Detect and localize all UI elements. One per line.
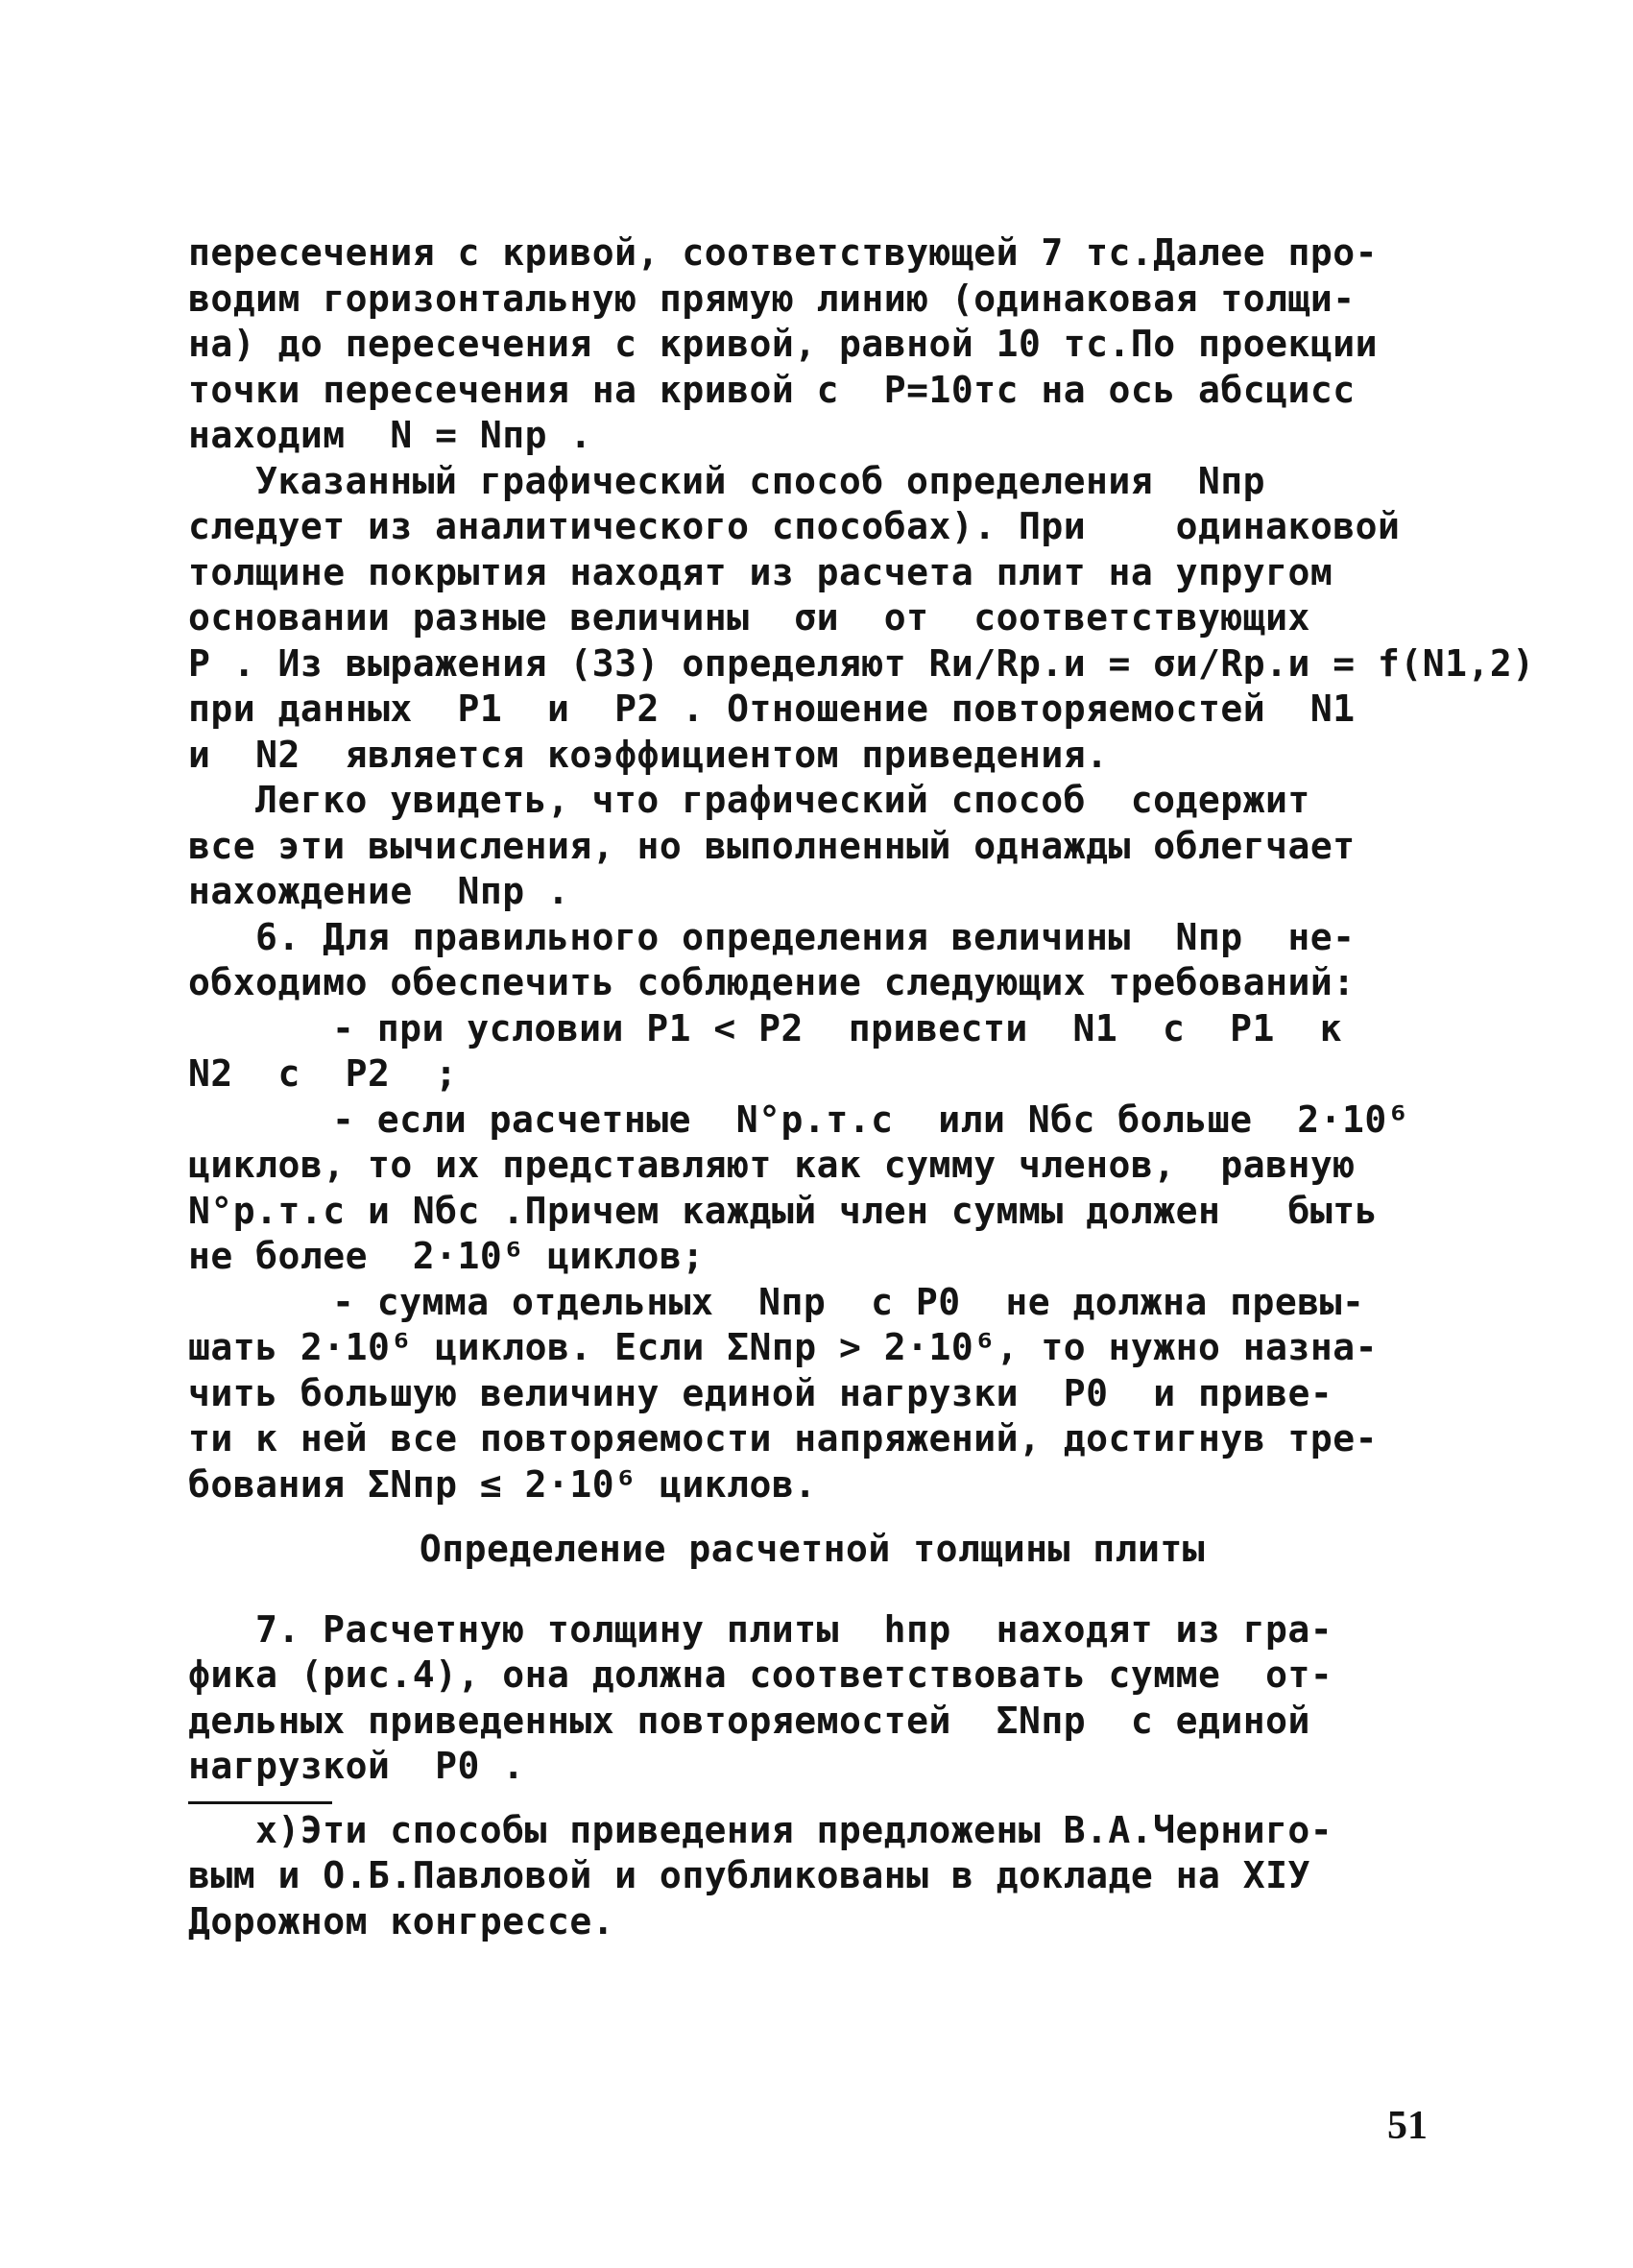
text-line: нагрузкой P0 . [188,1745,525,1787]
text-line: N2 с P2 ; [188,1052,458,1095]
text-line: - при условии P1 < P2 привести N1 с P1 к [332,1006,1343,1050]
section-heading: Определение расчетной толщины плиты [419,1528,1206,1570]
text-line: P . Из выражения (33) определяют Rи/Rр.и = σи/Rр.и = f(N1,2) [188,641,1535,685]
text-line: Легко увидеть, что графический способ содержит [255,779,1310,821]
text-line: нахождение Nпр . [188,870,570,912]
text-line: ти к ней все повторяемости напряжений, достигнув тре- [188,1417,1379,1460]
text-line: N°р.т.с и Nбс .Причем каждый член суммы должен быть [188,1189,1379,1232]
footnote-divider [188,1801,332,1804]
text-line: и N2 является коэффициентом приведения. [188,733,1109,776]
text-line: водим горизонтальную прямую линию (одинаковая толщи- [188,277,1356,320]
text-line: основании разные величины σи от соответствующих [188,596,1310,639]
footnote-line: вым и О.Б.Павловой и опубликованы в докладе на XIУ [188,1854,1310,1896]
text-line: чить большую величину единой нагрузки P0 и приве- [188,1371,1333,1414]
text-line: пересечения с кривой, соответствующей 7 тс.Далее про- [188,231,1379,274]
footnote-line: Дорожном конгрессе. [188,1899,615,1942]
text-line: все эти вычисления, но выполненный однажды облегчает [188,824,1356,867]
footnote-line: x)Эти способы приведения предложены В.А.Черниго- [255,1808,1333,1851]
page-number: 51 [1387,2104,1428,2148]
text-line: - сумма отдельных Nпр с P0 не должна превы- [332,1280,1365,1323]
text-line: дельных приведенных повторяемостей ΣNпр с единой [188,1699,1310,1742]
text-line: Указанный графический способ определения Nпр [255,459,1266,502]
text-line: находим N = Nпр . [188,414,592,456]
text-line: при данных P1 и P2 . Отношение повторяемостей N1 [188,688,1356,730]
text-line: точки пересечения на кривой с P=10тс на ось абсцисс [188,368,1356,411]
text-line: фика (рис.4), она должна соответствовать сумме от- [188,1653,1333,1696]
text-line: обходимо обеспечить соблюдение следующих требований: [188,961,1356,1003]
text-line: не более 2·10⁶ циклов; [188,1235,705,1277]
text-line: следует из аналитического способаx). При одинаковой [188,505,1401,547]
text-line: - если расчетные N°р.т.с или Nбс больше 2·10⁶ [332,1098,1410,1141]
page-body [188,230,1535,1944]
text-line: 7. Расчетную толщину плиты hпр находят из гра- [255,1607,1333,1651]
text-line: на) до пересечения с кривой, равной 10 тс.По проекции [188,323,1379,365]
text-line: 6. Для правильного определения величины Nпр не- [255,915,1356,958]
text-line: бования ΣNпр ≤ 2·10⁶ циклов. [188,1462,817,1506]
text-line: шать 2·10⁶ циклов. Если ΣNпр > 2·10⁶, то нужно назна- [188,1326,1379,1368]
text-line: циклов, то их представляют как сумму членов, равную [188,1144,1356,1186]
text-line: толщине покрытия находят из расчета плит на упругом [188,550,1333,593]
footnote [188,1808,1436,1945]
